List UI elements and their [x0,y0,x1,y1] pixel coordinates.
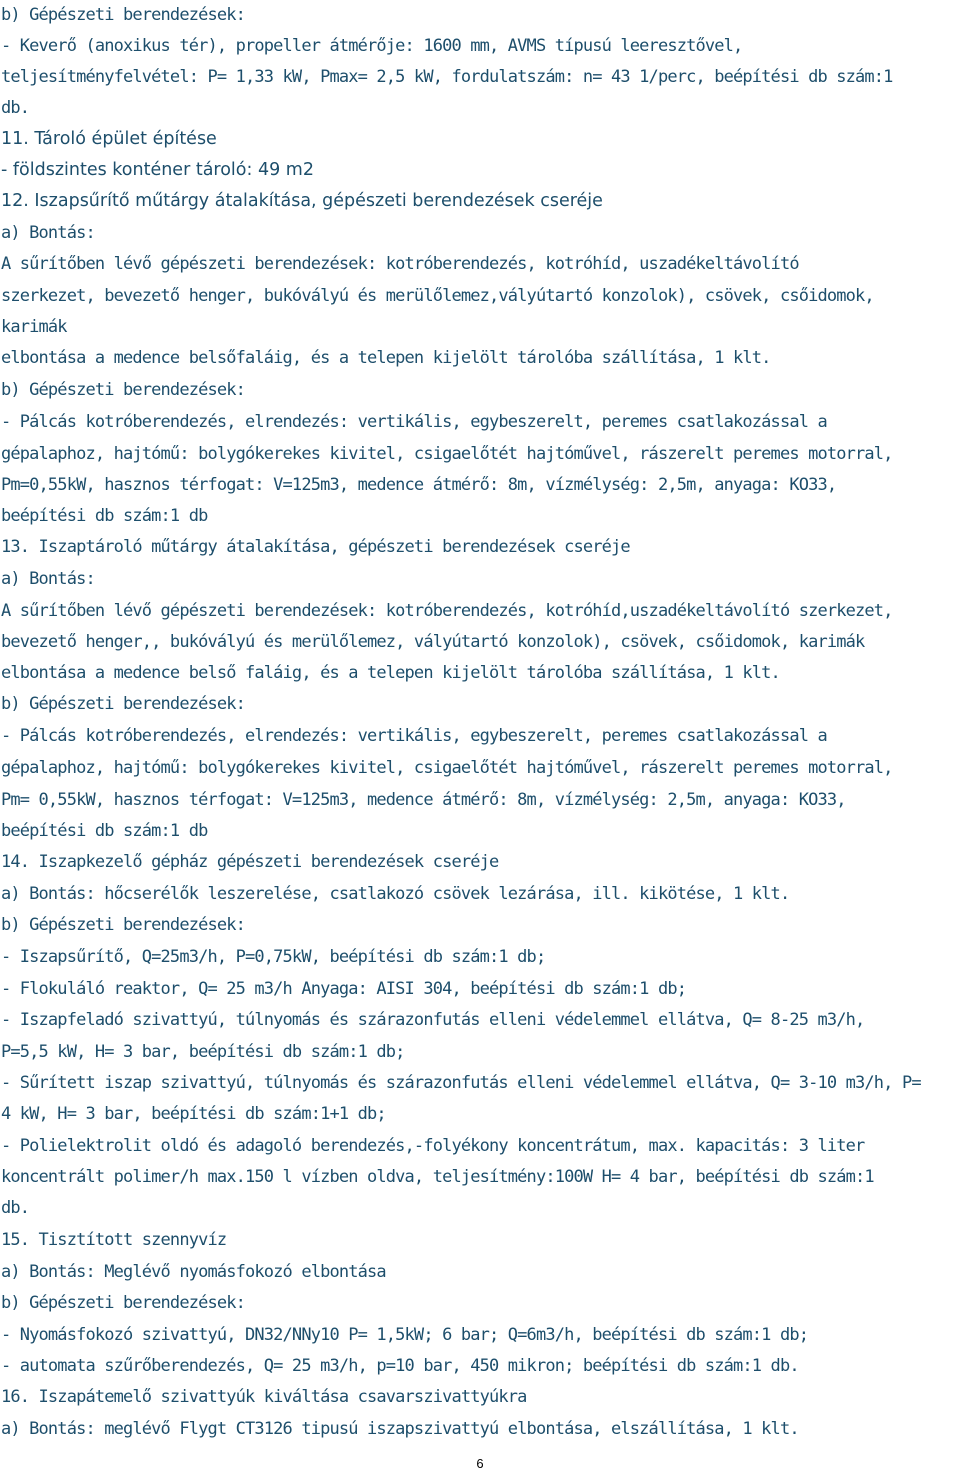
text-line: szerkezet, bevezető henger, bukóvályú és merülőlemez,vályútartó konzolok), csövek, csőidomok, [1,286,874,306]
text-line: koncentrált polimer/h max.150 l vízben oldva, teljesítmény:100W H= 4 bar, beépítési db szám:1 [1,1167,874,1187]
text-line: - Flokuláló reaktor, Q= 25 m3/h Anyaga: AISI 304, beépítési db szám:1 db; [1,979,687,999]
text-line: beépítési db szám:1 db [1,821,208,841]
section-heading: 16. Iszapátemelő szivattyúk kiváltása csavarszivattyúkra [1,1387,527,1407]
text-line: - automata szűrőberendezés, Q= 25 m3/h, p=10 bar, 450 mikron; beépítési db szám:1 db. [1,1356,799,1376]
text-line: - földszintes konténer tároló: 49 m2 [1,160,314,180]
text-line: 4 kW, H= 3 bar, beépítési db szám:1+1 db; [1,1104,386,1124]
text-line: a) Bontás: [1,569,95,589]
text-line: elbontása a medence belsőfaláig, és a telepen kijelölt tárolóba szállítása, 1 klt. [1,348,771,368]
text-line: Pm= 0,55kW, hasznos térfogat: V=125m3, medence átmérő: 8m, vízmélység: 2,5m, anyaga: KO33, [1,790,846,810]
text-line: a) Bontás: [1,223,95,243]
section-heading: 11. Tároló épület építése [1,129,217,149]
page-number: 6 [476,1456,484,1471]
section-heading: 14. Iszapkezelő gépház gépészeti berendezések cseréje [1,852,499,872]
text-line: db. [1,98,30,118]
text-line: - Iszapsűrítő, Q=25m3/h, P=0,75kW, beépítési db szám:1 db; [1,947,546,967]
text-line: - Sűrített iszap szivattyú, túlnyomás és szárazonfutás elleni védelemmel ellátva, Q= 3-10 m3/h, P= [1,1073,921,1093]
section-heading: 13. Iszaptároló műtárgy átalakítása, gépészeti berendezések cseréje [1,537,630,557]
text-line: beépítési db szám:1 db [1,506,208,526]
text-line: a) Bontás: Meglévő nyomásfokozó elbontása [1,1262,386,1282]
text-line: - Iszapfeladó szivattyú, túlnyomás és szárazonfutás elleni védelemmel ellátva, Q= 8-25 m3/h, [1,1010,865,1030]
text-line: - Keverő (anoxikus tér), propeller átmérője: 1600 mm, AVMS típusú leeresztővel, [1,36,743,56]
text-line: Pm=0,55kW, hasznos térfogat: V=125m3, medence átmérő: 8m, vízmélység: 2,5m, anyaga: KO33, [1,475,837,495]
text-line: gépalaphoz, hajtómű: bolygókerekes kivitel, csigaelőtét hajtóművel, rászerelt peremes motorral, [1,444,893,464]
text-line: b) Gépészeti berendezések: [1,694,246,714]
text-line: - Pálcás kotróberendezés, elrendezés: vertikális, egybeszerelt, peremes csatlakozással a [1,412,827,432]
text-line: A sűrítőben lévő gépészeti berendezések: kotróberendezés, kotróhíd, uszadékeltávolító [1,254,799,274]
text-line: P=5,5 kW, H= 3 bar, beépítési db szám:1 db; [1,1042,405,1062]
text-line: a) Bontás: hőcserélők leszerelése, csatlakozó csövek lezárása, ill. kikötése, 1 klt. [1,884,790,904]
text-line: - Pálcás kotróberendezés, elrendezés: vertikális, egybeszerelt, peremes csatlakozással a [1,726,827,746]
text-line: gépalaphoz, hajtómű: bolygókerekes kivitel, csigaelőtét hajtóművel, rászerelt peremes motorral, [1,758,893,778]
text-line: teljesítményfelvétel: P= 1,33 kW, Pmax= 2,5 kW, fordulatszám: n= 43 1/perc, beépítési db szám:1 [1,67,893,87]
text-line: b) Gépészeti berendezések: [1,915,246,935]
text-line: b) Gépészeti berendezések: [1,5,246,25]
text-line: b) Gépészeti berendezések: [1,1293,246,1313]
text-line: b) Gépészeti berendezések: [1,380,246,400]
section-heading: 15. Tisztított szennyvíz [1,1230,227,1250]
text-line: karimák [1,317,67,337]
text-line: db. [1,1198,30,1218]
section-heading: 12. Iszapsűrítő műtárgy átalakítása, gépészeti berendezések cseréje [1,191,603,211]
text-line: - Nyomásfokozó szivattyú, DN32/NNy10 P= 1,5kW; 6 bar; Q=6m3/h, beépítési db szám:1 db; [1,1325,809,1345]
text-line: - Polielektrolit oldó és adagoló berendezés,-folyékony koncentrátum, max. kapacitás: 3 liter [1,1136,865,1156]
text-line: a) Bontás: meglévő Flygt CT3126 tipusú iszapszivattyú elbontása, elszállítása, 1 klt. [1,1419,799,1439]
text-line: A sűrítőben lévő gépészeti berendezések: kotróberendezés, kotróhíd,uszadékeltávolító szerkezet, [1,601,893,621]
text-line: elbontása a medence belső faláig, és a telepen kijelölt tárolóba szállítása, 1 klt. [1,663,780,683]
text-line: bevezető henger,, bukóvályú és merülőlemez, vályútartó konzolok), csövek, csőidomok, karimák [1,632,865,652]
